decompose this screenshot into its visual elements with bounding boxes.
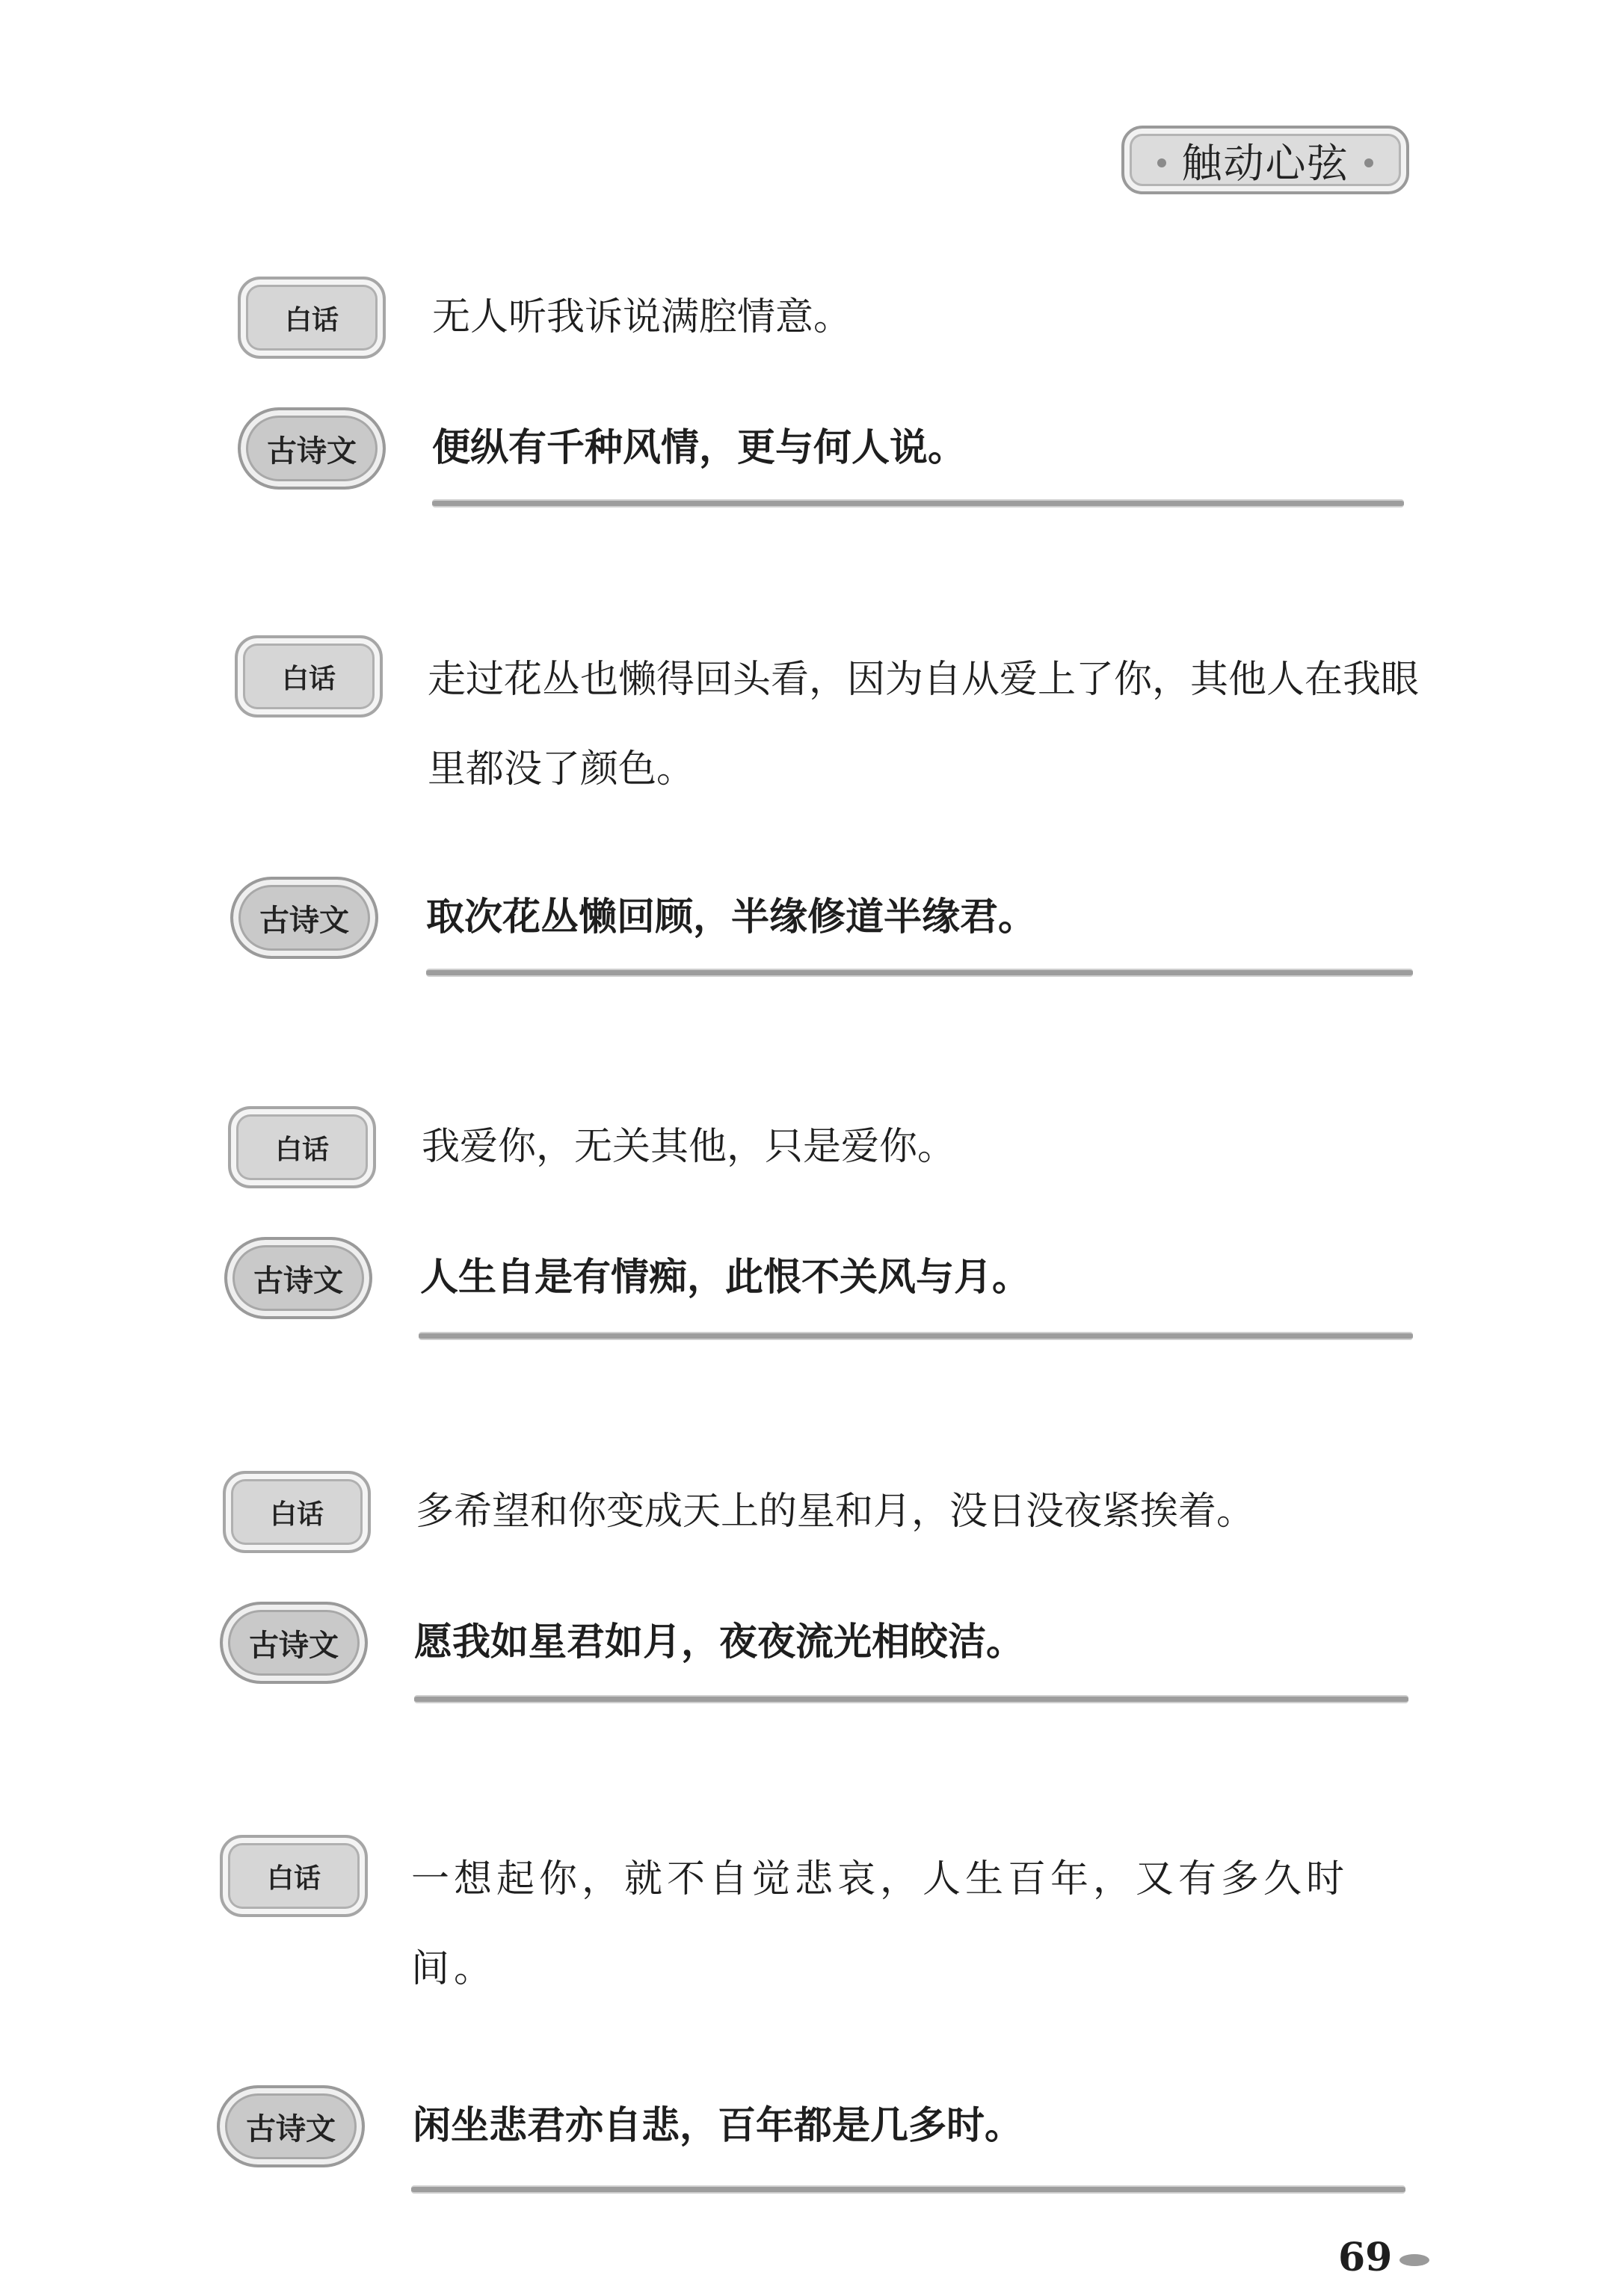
classical-poem-label: 古诗文 bbox=[220, 1602, 368, 1684]
classical-poem-label: 古诗文 bbox=[224, 1237, 372, 1319]
plain-language-label: 白话 bbox=[223, 1471, 371, 1553]
classical-poem-text: 人生自是有情痴，此恨不关风与月。 bbox=[420, 1256, 1031, 1300]
classical-poem-text: 愿我如星君如月，夜夜流光相皎洁。 bbox=[414, 1620, 1025, 1664]
classical-poem-text: 便纵有千种风情，更与何人说。 bbox=[432, 426, 967, 470]
plain-language-text: 一想起你，就不自觉悲哀，人生百年，又有多久时间。 bbox=[411, 1857, 1349, 1991]
classical-poem-label: 古诗文 bbox=[230, 877, 378, 959]
entry-divider bbox=[432, 499, 1404, 507]
header-dot-icon bbox=[1157, 158, 1166, 167]
plain-language-label: 白话 bbox=[220, 1835, 368, 1917]
plain-language-text: 无人听我诉说满腔情意。 bbox=[432, 295, 852, 339]
classical-poem-label: 古诗文 bbox=[217, 2085, 365, 2167]
plain-language-text: 走过花丛也懒得回头看，因为自从爱上了你，其他人在我眼里都没了颜色。 bbox=[428, 658, 1420, 791]
plain-language-label: 白话 bbox=[228, 1106, 376, 1188]
classical-poem-text: 取次花丛懒回顾，半缘修道半缘君。 bbox=[426, 895, 1037, 939]
plain-language-text: 我爱你，无关其他，只是爱你。 bbox=[422, 1125, 956, 1169]
page-ornament-icon bbox=[1399, 2254, 1429, 2266]
entry-divider bbox=[411, 2185, 1405, 2194]
entry-divider bbox=[414, 1695, 1408, 1703]
plain-language-label: 白话 bbox=[238, 277, 386, 359]
entry-divider bbox=[419, 1332, 1413, 1340]
section-title: 触动心弦 bbox=[1181, 139, 1349, 187]
header-dot-icon bbox=[1364, 158, 1373, 167]
section-header-tab bbox=[1121, 126, 1409, 194]
page-number: 69 bbox=[1338, 2235, 1393, 2280]
classical-poem-text: 闲坐悲君亦自悲，百年都是几多时。 bbox=[413, 2104, 1023, 2148]
plain-language-text: 多希望和你变成天上的星和月，没日没夜紧挨着。 bbox=[416, 1490, 1255, 1534]
plain-language-label: 白话 bbox=[235, 635, 383, 718]
entry-divider bbox=[426, 969, 1413, 977]
classical-poem-label: 古诗文 bbox=[238, 407, 386, 490]
